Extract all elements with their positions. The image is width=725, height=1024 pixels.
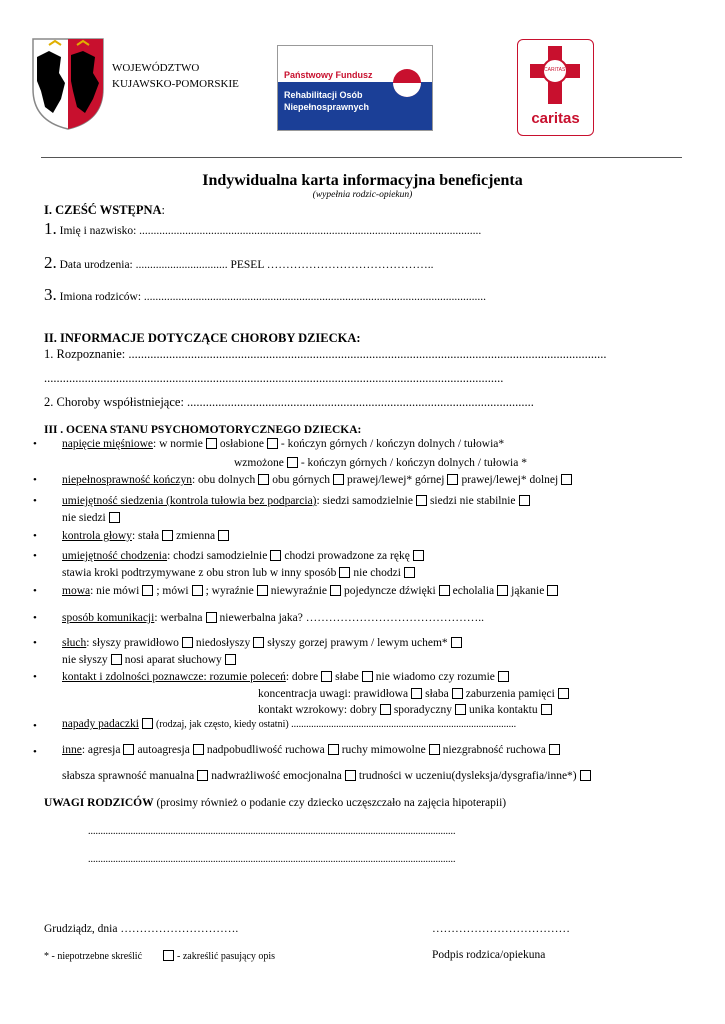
muscle-tone-row (62, 438, 504, 450)
checkbox-speaks[interactable] (192, 585, 203, 596)
remarks-heading (44, 797, 506, 809)
checkbox-clumsiness[interactable] (549, 744, 560, 755)
option-label: nadwrażliwość emocjonalna (211, 770, 342, 782)
option-label: obu górnych (272, 474, 331, 486)
page-title: Indywidualna karta informacyjna beneficjenta (202, 172, 523, 189)
option-label: sporadyczny (393, 704, 452, 716)
checkbox-deaf[interactable] (111, 654, 122, 665)
checkbox-aggression[interactable] (123, 744, 134, 755)
checkbox-self-aggression[interactable] (193, 744, 204, 755)
checkbox-emotional[interactable] (345, 770, 356, 781)
checkbox-muscle-normal[interactable] (206, 438, 217, 449)
option-label: kontakt wzrokowy: dobry (258, 704, 377, 716)
option-label: : siedzi samodzielnie (316, 495, 413, 507)
walking-row2 (62, 567, 418, 579)
checkbox-no-speech[interactable] (142, 585, 153, 596)
seizures-details-field[interactable]: (rodzaj, jak często, kiedy ostatni) .......................................................................................... (155, 719, 517, 730)
other-row (62, 744, 563, 756)
birthdate-pesel-field[interactable] (44, 253, 434, 273)
option-label: nie słyszy (62, 654, 108, 666)
bullet: • (33, 530, 37, 542)
checkbox-learning[interactable] (580, 770, 591, 781)
option-label: nie chodzi (353, 567, 401, 579)
option-label: : dobre (285, 671, 319, 683)
option-label: jąkanie (511, 585, 545, 597)
option-label: zaburzenia pamięci (465, 688, 555, 700)
speech-label: mowa (62, 585, 91, 597)
checkbox-clear[interactable] (257, 585, 268, 596)
pfron-logo-line1: Państwowy Fundusz (284, 70, 373, 80)
option-label: : chodzi samodzielnie (167, 550, 268, 562)
header-divider (41, 157, 682, 158)
muscle-tone-label: napięcie mięśniowe (62, 438, 154, 450)
option-label: nie siedzi (62, 512, 106, 524)
checkbox-walks-alone[interactable] (270, 550, 281, 561)
checkbox-hearing-aid[interactable] (225, 654, 236, 665)
option-label: : nie mówi (90, 585, 140, 597)
checkbox-sits-unstable[interactable] (519, 495, 530, 506)
remarks-line-1[interactable]: ................................................................................................................................................... (88, 826, 456, 837)
pfron-logo (277, 45, 433, 131)
checkbox-echolalia[interactable] (497, 585, 508, 596)
option-label: słyszy gorzej prawym / lewym uchem* (267, 637, 448, 649)
caritas-wordmark: caritas (531, 110, 580, 127)
bullet: • (33, 746, 37, 758)
checkbox-head-stable[interactable] (162, 530, 173, 541)
option-label: siedzi nie stabilnie (429, 495, 516, 507)
legend-checkbox-text: - zakreślić pasujący opis (177, 951, 276, 962)
option-label: - kończyn górnych / kończyn dolnych / tułowia* (280, 438, 505, 450)
option-label: ruchy mimowolne (341, 744, 426, 756)
concentration-row (258, 688, 572, 700)
head-control-row (62, 530, 232, 542)
option-label: prawej/lewej* górnej (347, 474, 445, 486)
option-label: - kończyn górnych / kończyn dolnych / tułowia * (300, 457, 527, 469)
option-label: zmienna (176, 530, 216, 542)
option-label: : obu dolnych (191, 474, 256, 486)
option-label: nosi aparat słuchowy (124, 654, 222, 666)
checkbox-hears-normal[interactable] (182, 637, 193, 648)
option-label: unika kontaktu (468, 704, 538, 716)
option-label: słabsza sprawność manualna (62, 770, 195, 782)
place-date-field[interactable]: Grudziądz, dnia …………………………. (44, 923, 239, 935)
pfron-logo-line3: Niepełnosprawnych (284, 102, 370, 112)
option-label: wzmożone (234, 457, 284, 469)
bullet: • (33, 550, 37, 562)
diagnosis-continuation[interactable]: ................................................................................................................................................... (44, 371, 504, 385)
checkbox-concentration-normal[interactable] (411, 688, 422, 699)
remarks-note: (prosimy również o podanie czy dziecko uczęszczało na zajęcia hipoterapii) (156, 797, 507, 809)
checkbox-both-lower[interactable] (258, 474, 269, 485)
pfron-logo-line2: Rehabilitacji Osób (284, 90, 363, 100)
checkbox-unknown[interactable] (498, 671, 509, 682)
communication-row (62, 612, 484, 624)
option-label: trudności w uczeniu(dysleksja/dysgrafia/inne*) (358, 770, 577, 782)
legend-asterisk: * - niepotrzebne skreślić (44, 951, 143, 962)
option-label: : stała (131, 530, 160, 542)
checkbox-hyperactivity[interactable] (328, 744, 339, 755)
option-label: ; mówi (156, 585, 189, 597)
checkbox-involuntary[interactable] (429, 744, 440, 755)
option-label: chodzi prowadzone za rękę (284, 550, 410, 562)
other-row2 (62, 770, 594, 782)
option-label: nadpobudliwość ruchowa (206, 744, 325, 756)
option-label: nie wiadomo czy rozumie (375, 671, 495, 683)
region-name-line2: KUJAWSKO-POMORSKIE (112, 78, 239, 90)
limb-disability-label: niepełnosprawność kończyn (62, 474, 192, 486)
checkbox-upper-side[interactable] (447, 474, 458, 485)
head-control-label: kontrola głowy (62, 530, 132, 542)
option-label: ; wyraźnie (205, 585, 254, 597)
option-label: autoagresja (137, 744, 190, 756)
walking-label: umiejętność chodzenia (62, 550, 168, 562)
bullet: • (33, 720, 37, 732)
option-label: niewyraźnie (270, 585, 327, 597)
checkbox-lower-side[interactable] (561, 474, 572, 485)
muscle-tone-row2 (234, 457, 527, 469)
option-label: słabe (335, 671, 359, 683)
section3-heading: III . OCENA STANU PSYCHOMOTORYCZNEGO DZIECKA: (44, 424, 362, 436)
option-label: echolalia (452, 585, 495, 597)
seizures-row (62, 718, 516, 730)
section1-heading (44, 203, 165, 218)
checkbox-does-not-walk[interactable] (404, 567, 415, 578)
checkbox-walks-led[interactable] (413, 550, 424, 561)
section1-heading-colon: : (161, 203, 165, 217)
checkbox-muscle-increased[interactable] (287, 457, 298, 468)
option-label: : w normie (153, 438, 203, 450)
caritas-cross-icon (530, 46, 580, 104)
legend-checkbox-icon (163, 950, 174, 961)
checkbox-unclear[interactable] (330, 585, 341, 596)
bullet: • (33, 612, 37, 624)
bullet: • (33, 438, 37, 450)
option-label: stawia kroki podtrzymywane z obu stron lub w inny sposób (62, 567, 337, 579)
checkbox-muscle-weak[interactable] (267, 438, 278, 449)
option-label: niewerbalna jaka? ……………………………………….. (219, 612, 484, 624)
name-label: Imię i nazwisko: ....................................................................................................................... (59, 225, 482, 237)
sitting-label: umiejętność siedzenia (kontrola tułowia bez podparcia) (62, 495, 317, 507)
remarks-title: UWAGI RODZICÓW (44, 797, 154, 809)
diagnosis-field[interactable]: 1. Rozpoznanie: ......................................................................................................................................................... (44, 347, 607, 361)
speech-row (62, 585, 561, 597)
eye-contact-row (258, 704, 555, 716)
checkbox-eye-good[interactable] (380, 704, 391, 715)
page-subtitle: (wypełnia rodzic-opiekun) (312, 190, 413, 200)
pfron-circle-icon (392, 68, 422, 98)
signature-label: Podpis rodzica/opiekuna (432, 949, 546, 961)
option-label: : werbalna (154, 612, 203, 624)
remarks-line-2[interactable]: ................................................................................................................................................... (88, 854, 456, 865)
coat-of-arms-logo (31, 37, 105, 131)
cognitive-row (62, 671, 512, 683)
comorbidities-field[interactable]: 2. Choroby współistniejące: ............................................................................................................... (44, 395, 534, 409)
checkbox-memory-disorder[interactable] (558, 688, 569, 699)
caritas-seal-text: CARITAS (544, 67, 566, 73)
bullet: • (33, 474, 37, 486)
checkbox-both-upper[interactable] (333, 474, 344, 485)
section2-heading: II. INFORMACJE DOTYCZĄCE CHOROBY DZIECKA: (44, 331, 361, 345)
checkbox-verbal[interactable] (206, 612, 217, 623)
checkbox-understands-good[interactable] (321, 671, 332, 682)
item-number: 3. (44, 285, 57, 304)
checkbox-single-sounds[interactable] (439, 585, 450, 596)
legend (44, 950, 275, 962)
option-label: : agresja (81, 744, 121, 756)
option-label: osłabione (219, 438, 264, 450)
option-label: pojedyncze dźwięki (344, 585, 436, 597)
caritas-logo (517, 39, 594, 136)
parents-label: Imiona rodziców: ....................................................................................................................... (59, 291, 487, 303)
section1-heading-bold: I. CZEŚĆ WSTĘPNA (44, 203, 162, 217)
option-label: koncentracja uwagi: prawidłowa (258, 688, 409, 700)
sitting-row2 (62, 512, 123, 524)
signature-field[interactable]: ……………………………… (432, 923, 570, 935)
bullet: • (33, 495, 37, 507)
checkbox-seizures[interactable] (142, 718, 153, 729)
checkbox-head-variable[interactable] (218, 530, 229, 541)
communication-label: sposób komunikacji (62, 612, 155, 624)
option-label: słaba (425, 688, 449, 700)
bullet: • (33, 637, 37, 649)
checkbox-concentration-weak[interactable] (452, 688, 463, 699)
walking-row (62, 550, 427, 562)
checkbox-eye-sporadic[interactable] (455, 704, 466, 715)
cognitive-label: kontakt i zdolności poznawcze: rozumie poleceń (62, 671, 286, 683)
checkbox-sits-alone[interactable] (416, 495, 427, 506)
region-name-line1: WOJEWÓDZTWO (112, 62, 200, 74)
parents-names-field[interactable] (44, 285, 486, 305)
birthdate-label: Data urodzenia: ................................ PESEL …………………………………….. (59, 259, 434, 271)
hearing-label: słuch (62, 637, 87, 649)
checkbox-understands-weak[interactable] (362, 671, 373, 682)
item-number: 1. (44, 219, 57, 238)
seizures-label: napady padaczki (62, 718, 139, 730)
checkbox-walks-supported[interactable] (339, 567, 350, 578)
hearing-row2 (62, 654, 239, 666)
option-label: niezgrabność ruchowa (442, 744, 546, 756)
bullet: • (33, 585, 37, 597)
item-number: 2. (44, 253, 57, 272)
name-field[interactable] (44, 219, 481, 239)
sitting-row (62, 495, 533, 507)
checkbox-hard-of-hearing[interactable] (253, 637, 264, 648)
other-label: inne (62, 744, 82, 756)
checkbox-does-not-sit[interactable] (109, 512, 120, 523)
checkbox-weak-manual[interactable] (197, 770, 208, 781)
bullet: • (33, 671, 37, 683)
hearing-row (62, 637, 465, 649)
limb-disability-row (62, 474, 575, 486)
checkbox-eye-avoids[interactable] (541, 704, 552, 715)
checkbox-stutter[interactable] (547, 585, 558, 596)
option-label: : słyszy prawidłowo (86, 637, 179, 649)
checkbox-one-ear-worse[interactable] (451, 637, 462, 648)
option-label: prawej/lewej* dolnej (461, 474, 559, 486)
option-label: niedosłyszy (195, 637, 251, 649)
